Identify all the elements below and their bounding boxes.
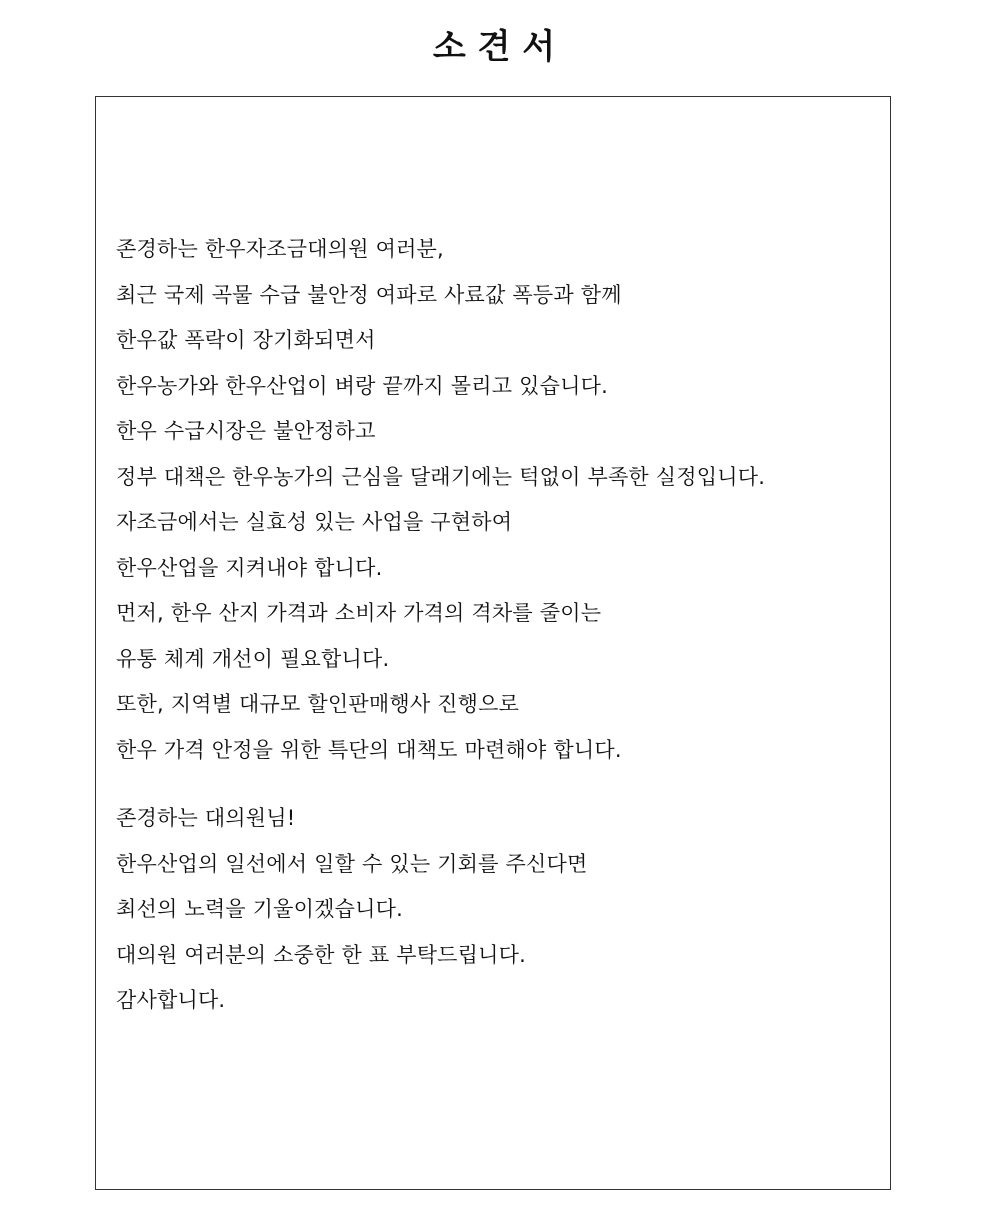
paragraph-spacer [116, 773, 870, 796]
text-line: 감사합니다. [116, 988, 226, 1012]
text-line: 한우 가격 안정을 위한 특단의 대책도 마련해야 합니다. [116, 737, 622, 762]
paragraph-2 [116, 796, 870, 1024]
text-line: 최근 국제 곡물 수급 불안정 여파로 사료값 폭등과 함께 [116, 282, 622, 307]
text-line: 최선의 노력을 기울이겠습니다. [116, 897, 403, 921]
text-line: 한우산업을 지켜내야 합니다. [116, 555, 383, 580]
text-line: 한우농가와 한우산업이 벼랑 끝까지 몰리고 있습니다. [116, 373, 608, 398]
text-line: 자조금에서는 실효성 있는 사업을 구현하여 [116, 510, 513, 534]
text-line: 먼저, 한우 산지 가격과 소비자 가격의 격차를 줄이는 [116, 601, 602, 625]
text-line: 한우 수급시장은 불안정하고 [116, 419, 376, 443]
text-line: 또한, 지역별 대규모 할인판매행사 진행으로 [116, 692, 520, 716]
letter-frame [95, 96, 891, 1190]
text-line: 정부 대책은 한우농가의 근심을 달래기에는 턱없이 부족한 실정입니다. [116, 464, 766, 489]
text-line: 한우산업의 일선에서 일할 수 있는 기회를 주신다면 [116, 851, 588, 876]
text-line: 대의원 여러분의 소중한 한 표 부탁드립니다. [116, 942, 526, 967]
text-line: 한우값 폭락이 장기화되면서 [116, 328, 376, 352]
text-line: 유통 체계 개선이 필요합니다. [116, 646, 390, 671]
paragraph-1 [116, 227, 870, 773]
text-line: 존경하는 대의원님! [116, 806, 296, 830]
document-title: 소 견 서 [432, 27, 556, 67]
text-line: 존경하는 한우자조금대의원 여러분, [116, 237, 444, 261]
letter-body [116, 227, 870, 1024]
